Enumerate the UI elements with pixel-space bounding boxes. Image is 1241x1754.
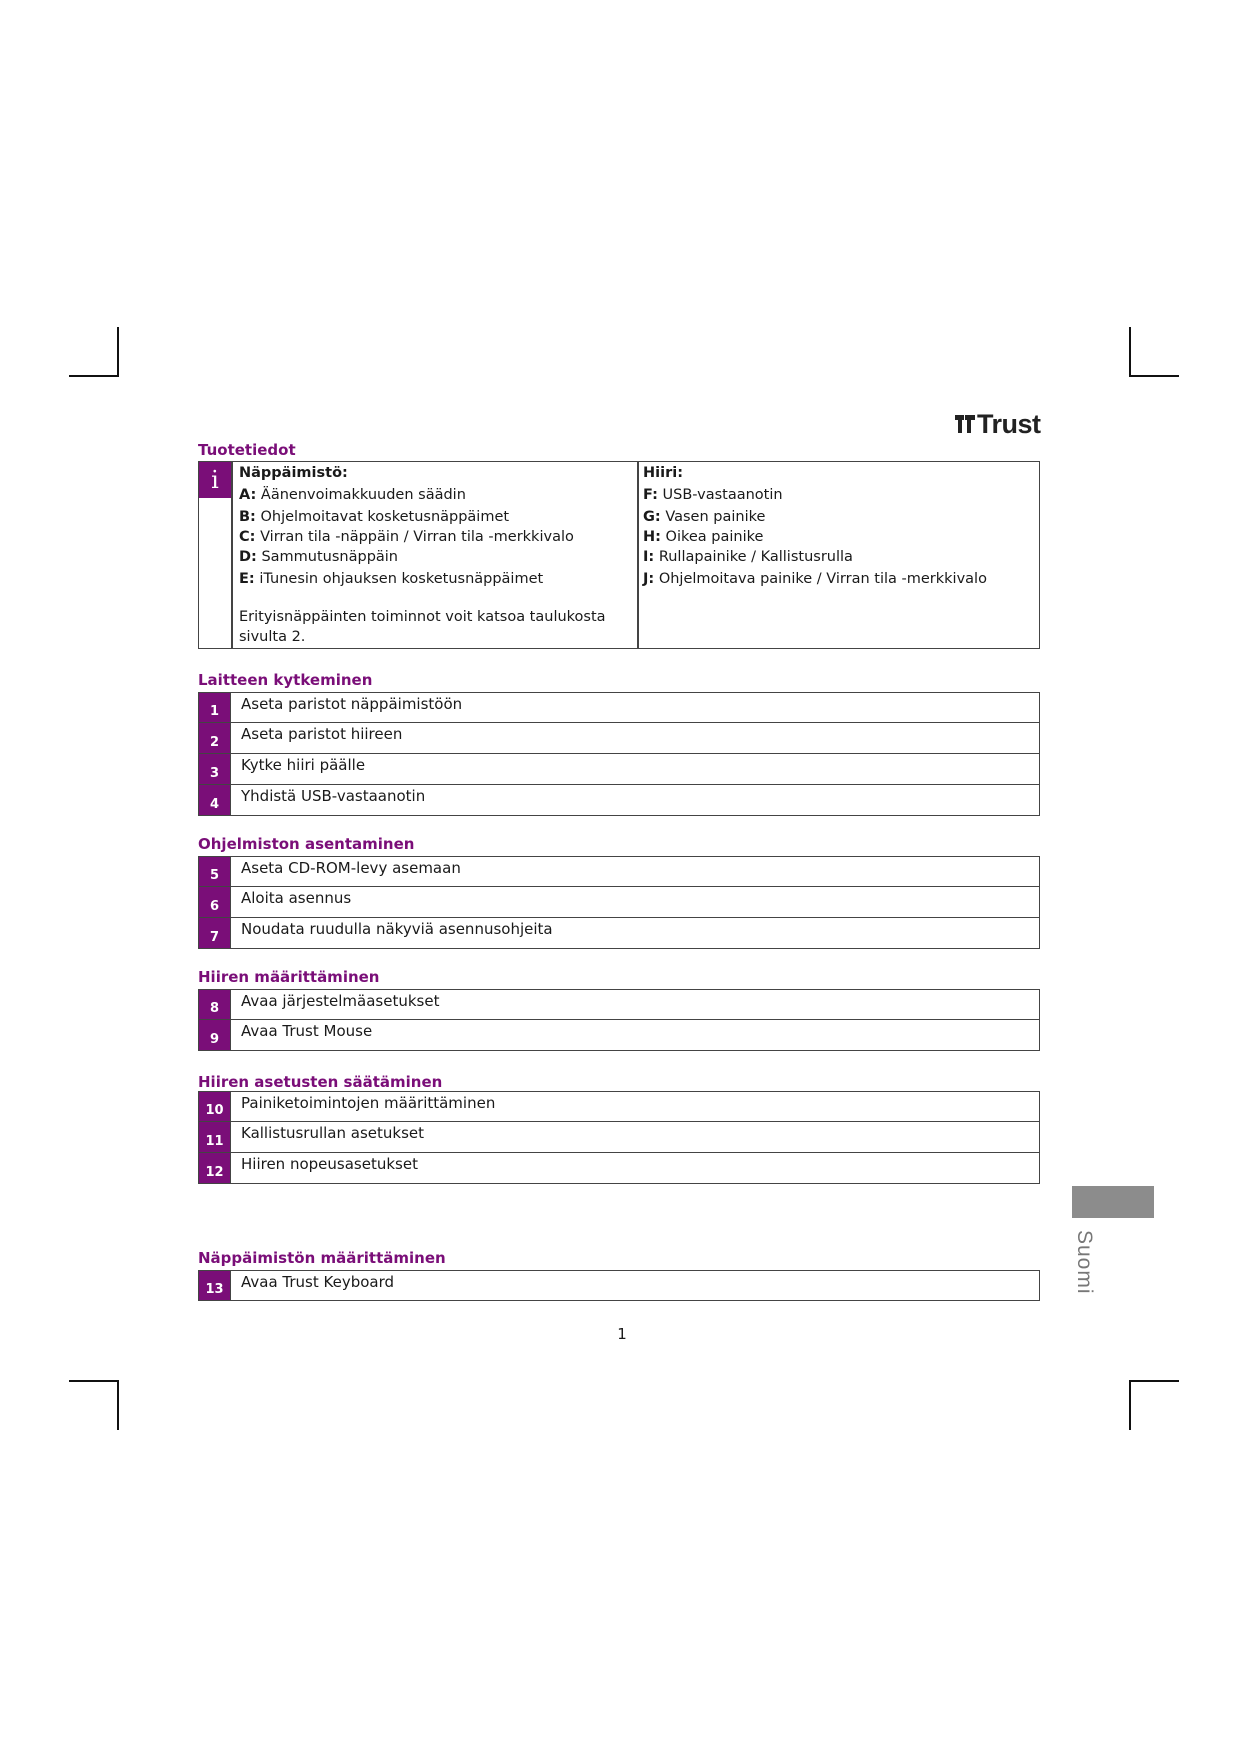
keyboard-column: [239, 462, 574, 589]
keyboard-item: [239, 527, 574, 547]
keyboard-item: [239, 547, 574, 567]
item-text: Ohjelmoitavat kosketusnäppäimet: [260, 509, 510, 525]
step-row: [198, 692, 1040, 723]
item-text: USB-vastaanotin: [662, 487, 783, 503]
step-number: 8: [199, 990, 231, 1019]
step-text: Yhdistä USB-vastaanotin: [241, 787, 426, 805]
logo-text: Trust: [977, 408, 1041, 439]
info-divider-left: [231, 462, 233, 648]
step-table: [198, 856, 1040, 949]
mouse-item: [643, 547, 987, 567]
step-text: Kytke hiiri päälle: [241, 756, 366, 774]
step-number: 6: [199, 887, 231, 917]
mouse-item: [643, 569, 987, 589]
crop-mark-bottom-left-v: [117, 1380, 119, 1430]
item-text: Rullapainike / Kallistusrulla: [658, 549, 853, 565]
section-title: Hiiren asetusten säätäminen: [198, 1073, 443, 1091]
step-number: 12: [199, 1153, 231, 1183]
step-text: Hiiren nopeusasetukset: [241, 1155, 418, 1173]
step-row: [198, 1122, 1040, 1153]
trust-logo: [955, 408, 1051, 440]
keyboard-note: Erityisnäppäinten toiminnot voit katsoa taulukosta sivulta 2.: [239, 609, 606, 645]
keyboard-heading: Näppäimistö:: [239, 465, 348, 481]
item-text: Virran tila -näppäin / Virran tila -merkkivalo: [260, 529, 574, 545]
step-text: Avaa järjestelmäasetukset: [241, 992, 440, 1010]
step-number: 13: [199, 1271, 231, 1300]
step-row: [198, 887, 1040, 918]
mouse-heading: Hiiri:: [643, 465, 683, 481]
item-text: Vasen painike: [665, 509, 766, 525]
step-row: [198, 1091, 1040, 1122]
step-text: Aseta CD-ROM-levy asemaan: [241, 859, 461, 877]
step-row: [198, 856, 1040, 887]
mouse-item: [643, 485, 987, 505]
crop-mark-top-left-v: [117, 327, 119, 377]
info-icon: i: [199, 462, 231, 498]
step-text: Avaa Trust Keyboard: [241, 1273, 395, 1291]
step-row: [198, 723, 1040, 754]
step-number: 9: [199, 1020, 231, 1050]
step-number: 10: [199, 1092, 231, 1121]
step-number: 2: [199, 723, 231, 753]
info-divider-middle: [637, 462, 639, 648]
step-row: [198, 1270, 1040, 1301]
step-text: Aloita asennus: [241, 889, 352, 907]
step-number: 11: [199, 1122, 231, 1152]
section-title: Näppäimistön määrittäminen: [198, 1249, 446, 1267]
step-number: 3: [199, 754, 231, 784]
trust-logo-icon: [955, 413, 975, 435]
step-text: Aseta paristot näppäimistöön: [241, 695, 463, 713]
keyboard-item: [239, 507, 574, 527]
item-label: B:: [239, 509, 256, 525]
page-number: 1: [617, 1325, 627, 1343]
section-title: Hiiren määrittäminen: [198, 968, 380, 986]
step-row: [198, 989, 1040, 1020]
crop-mark-bottom-right-v: [1129, 1380, 1131, 1430]
language-tab-bar: [1072, 1186, 1154, 1218]
step-text: Painiketoimintojen määrittäminen: [241, 1094, 496, 1112]
item-label: G:: [643, 509, 661, 525]
item-label: E:: [239, 571, 255, 587]
step-row: [198, 754, 1040, 785]
section-title: Laitteen kytkeminen: [198, 671, 373, 689]
crop-mark-top-right-h: [1129, 375, 1179, 377]
step-row: [198, 785, 1040, 816]
step-row: [198, 1020, 1040, 1051]
item-label: D:: [239, 549, 257, 565]
item-label: I:: [643, 549, 655, 565]
crop-mark-top-right-v: [1129, 327, 1131, 377]
step-number: 4: [199, 785, 231, 815]
item-label: A:: [239, 487, 257, 503]
mouse-item: [643, 527, 987, 547]
section-title: Ohjelmiston asentaminen: [198, 835, 415, 853]
step-row: [198, 918, 1040, 949]
mouse-item: [643, 507, 987, 527]
item-label: H:: [643, 529, 661, 545]
step-number: 7: [199, 918, 231, 948]
crop-mark-bottom-left-h: [69, 1380, 119, 1382]
item-text: iTunesin ohjauksen kosketusnäppäimet: [259, 571, 544, 587]
step-table: [198, 692, 1040, 816]
step-row: [198, 1153, 1040, 1184]
step-table: [198, 1270, 1040, 1301]
language-tab-label: Suomi: [1073, 1230, 1096, 1295]
step-table: [198, 989, 1040, 1051]
step-text: Avaa Trust Mouse: [241, 1022, 373, 1040]
mouse-column: [643, 462, 987, 589]
item-label: F:: [643, 487, 658, 503]
step-text: Noudata ruudulla näkyviä asennusohjeita: [241, 920, 553, 938]
step-text: Aseta paristot hiireen: [241, 725, 403, 743]
item-label: J:: [643, 571, 655, 587]
keyboard-item: [239, 485, 574, 505]
step-number: 1: [199, 693, 231, 722]
step-text: Kallistusrullan asetukset: [241, 1124, 424, 1142]
crop-mark-top-left-h: [69, 375, 119, 377]
product-info-box: [198, 461, 1040, 649]
item-text: Oikea painike: [665, 529, 764, 545]
item-text: Sammutusnäppäin: [261, 549, 398, 565]
keyboard-item: [239, 569, 574, 589]
step-table: [198, 1091, 1040, 1184]
item-text: Ohjelmoitava painike / Virran tila -merkkivalo: [658, 571, 987, 587]
product-info-title: Tuotetiedot: [198, 441, 296, 459]
crop-mark-bottom-right-h: [1129, 1380, 1179, 1382]
step-number: 5: [199, 857, 231, 886]
item-text: Äänenvoimakkuuden säädin: [260, 487, 466, 503]
item-label: C:: [239, 529, 256, 545]
